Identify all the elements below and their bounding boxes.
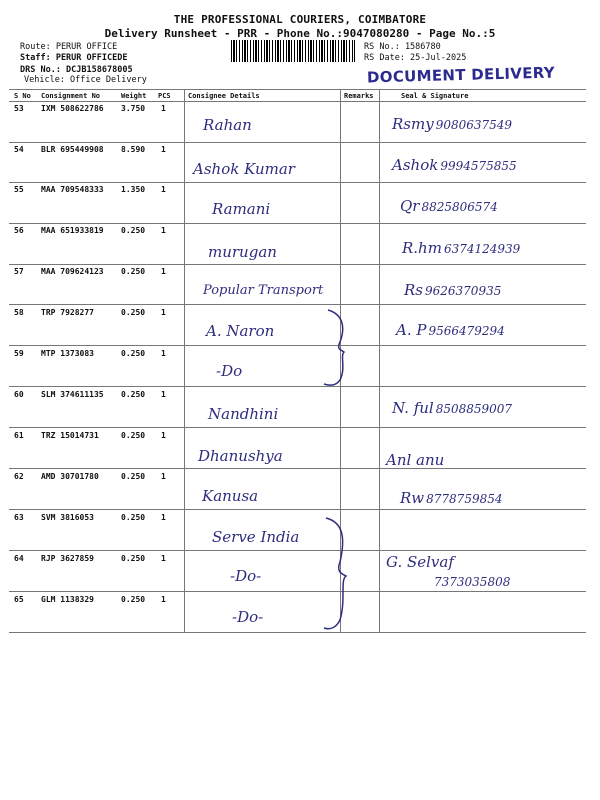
brace-mark (320, 308, 360, 388)
signature-mark: G. Selvaf (386, 553, 454, 571)
table-rule (9, 427, 586, 428)
row-pcs: 1 (161, 472, 166, 481)
row-consignee: Dhanushya (198, 447, 283, 465)
row-weight: 0.250 (121, 226, 146, 235)
signature-mark: Anl anu (386, 451, 445, 469)
signature-phone: 8508859007 (435, 402, 513, 416)
row-consignment: AMD 30701780 (41, 472, 99, 481)
signature-mark: Rsmy (392, 115, 434, 133)
signature-phone: 8825806574 (421, 200, 498, 214)
row-sno: 63 (14, 513, 24, 522)
table-rule (9, 550, 586, 551)
row-weight: 8.590 (121, 145, 146, 154)
row-pcs: 1 (161, 104, 166, 113)
row-weight: 0.250 (121, 267, 146, 276)
staff-label: Staff: PERUR OFFICEDE (20, 53, 128, 63)
row-consignment: SVM 3816053 (41, 513, 94, 522)
row-weight: 0.250 (121, 513, 146, 522)
row-consignee: Rahan (203, 116, 252, 134)
row-signature (400, 196, 498, 215)
signature-mark: Ashok (392, 156, 439, 174)
row-signature (404, 280, 501, 299)
row-pcs: 1 (161, 349, 166, 358)
row-consignee: Ramani (212, 200, 271, 218)
row-signature (402, 238, 520, 257)
row-pcs: 1 (161, 267, 166, 276)
table-rule (9, 304, 586, 305)
table-rule (9, 632, 586, 633)
row-weight: 0.250 (121, 472, 146, 481)
table-rule (9, 591, 586, 592)
row-sno: 64 (14, 554, 24, 563)
row-sno: 59 (14, 349, 24, 358)
barcode-image (231, 40, 355, 62)
row-weight: 1.350 (121, 185, 146, 194)
rs-date: RS Date: 25-Jul-2025 (364, 53, 467, 63)
row-pcs: 1 (161, 390, 166, 399)
row-pcs: 1 (161, 595, 166, 604)
route-label: Route: PERUR OFFICE (20, 42, 118, 52)
table-rule (9, 142, 586, 143)
signature-mark: Qr (400, 197, 420, 215)
row-weight: 0.250 (121, 308, 146, 317)
row-consignee: A. Naron (206, 322, 275, 340)
signature-phone: 9626370935 (425, 284, 502, 298)
drs-number: DRS No.: DCJB158678005 (20, 65, 133, 75)
row-signature (392, 114, 512, 133)
row-sno: 60 (14, 390, 24, 399)
signature-phone: 9994575855 (440, 159, 517, 173)
row-weight: 0.250 (121, 349, 146, 358)
row-consignee: murugan (208, 243, 277, 261)
document-delivery-stamp: DOCUMENT DELIVERY (366, 63, 556, 87)
row-sno: 56 (14, 226, 24, 235)
table-rule (9, 509, 586, 510)
row-signature (386, 552, 454, 571)
row-consignment: BLR 695449908 (41, 145, 104, 154)
row-sno: 53 (14, 104, 24, 113)
signature-mark: Rs (404, 281, 423, 299)
brace-mark (322, 516, 362, 636)
row-consignment: MAA 651933819 (41, 226, 104, 235)
row-consignee: -Do (216, 362, 243, 380)
row-pcs: 1 (161, 226, 166, 235)
row-sno: 55 (14, 185, 24, 194)
row-consignee: -Do- (230, 567, 262, 585)
row-sno: 57 (14, 267, 24, 276)
row-pcs: 1 (161, 145, 166, 154)
table-rule (9, 345, 586, 346)
column-header: Seal & Signature (401, 92, 469, 100)
signature-mark: Rw (400, 489, 425, 507)
company-title: THE PROFESSIONAL COURIERS, COIMBATORE (173, 13, 427, 26)
row-consignment: TRZ 15014731 (41, 431, 99, 440)
row-signature (392, 398, 512, 417)
column-header: Consignment No (41, 92, 101, 100)
signature-phone: 9566479294 (428, 324, 505, 338)
row-signature (386, 450, 446, 469)
signature-mark: A. P (396, 321, 427, 339)
row-weight: 0.250 (121, 390, 146, 399)
column-rule (184, 89, 185, 632)
table-rule (9, 468, 586, 469)
signature-phone: 8778759854 (426, 492, 503, 506)
row-weight: 3.750 (121, 104, 146, 113)
row-consignee: Kanusa (202, 487, 259, 505)
row-consignment: TRP 7928277 (41, 308, 94, 317)
rs-number: RS No.: 1586780 (364, 42, 441, 52)
row-pcs: 1 (161, 185, 166, 194)
row-pcs: 1 (161, 308, 166, 317)
column-rule (379, 89, 380, 632)
row-sno: 58 (14, 308, 24, 317)
row-weight: 0.250 (121, 431, 146, 440)
runsheet-subtitle: Delivery Runsheet - PRR - Phone No.:9047080280 - Page No.:5 (104, 27, 496, 40)
table-rule (9, 223, 586, 224)
column-header: S No (14, 92, 31, 100)
row-consignment: IXM 508622786 (41, 104, 104, 113)
row-sno: 54 (14, 145, 24, 154)
signature-mark: R.hm (402, 239, 442, 257)
row-consignee: Popular Transport (203, 283, 324, 298)
row-weight: 0.250 (121, 554, 146, 563)
row-consignment: MTP 1373083 (41, 349, 94, 358)
row-sno: 61 (14, 431, 24, 440)
row-signature (396, 320, 505, 339)
signature-phone: 7373035808 (434, 575, 511, 589)
row-pcs: 1 (161, 431, 166, 440)
table-rule (9, 264, 586, 265)
column-header: Weight (121, 92, 147, 100)
vehicle-label: Vehicle: Office Delivery (24, 75, 147, 85)
signature-phone: 9080637549 (435, 118, 513, 132)
column-header: Remarks (344, 92, 374, 100)
signature-phone: 6374124939 (443, 242, 521, 256)
row-consignment: MAA 709624123 (41, 267, 104, 276)
signature-mark: N. ful (392, 399, 434, 417)
column-header: PCS (158, 92, 171, 100)
row-weight: 0.250 (121, 595, 146, 604)
table-rule (9, 101, 586, 102)
table-rule (9, 89, 586, 90)
row-consignment: SLM 374611135 (41, 390, 104, 399)
row-sno: 62 (14, 472, 24, 481)
row-consignee: Ashok Kumar (193, 160, 295, 178)
row-consignee: Nandhini (208, 405, 279, 423)
row-consignee: Serve India (212, 528, 300, 546)
row-pcs: 1 (161, 554, 166, 563)
row-signature (400, 488, 503, 507)
row-consignment: MAA 709548333 (41, 185, 104, 194)
row-consignee: -Do- (232, 608, 264, 626)
row-signature (392, 155, 517, 174)
row-consignment: RJP 3627859 (41, 554, 94, 563)
column-header: Consignee Details (188, 92, 260, 100)
row-consignment: GLM 1138329 (41, 595, 94, 604)
table-rule (9, 386, 586, 387)
table-rule (9, 182, 586, 183)
row-pcs: 1 (161, 513, 166, 522)
row-sno: 65 (14, 595, 24, 604)
